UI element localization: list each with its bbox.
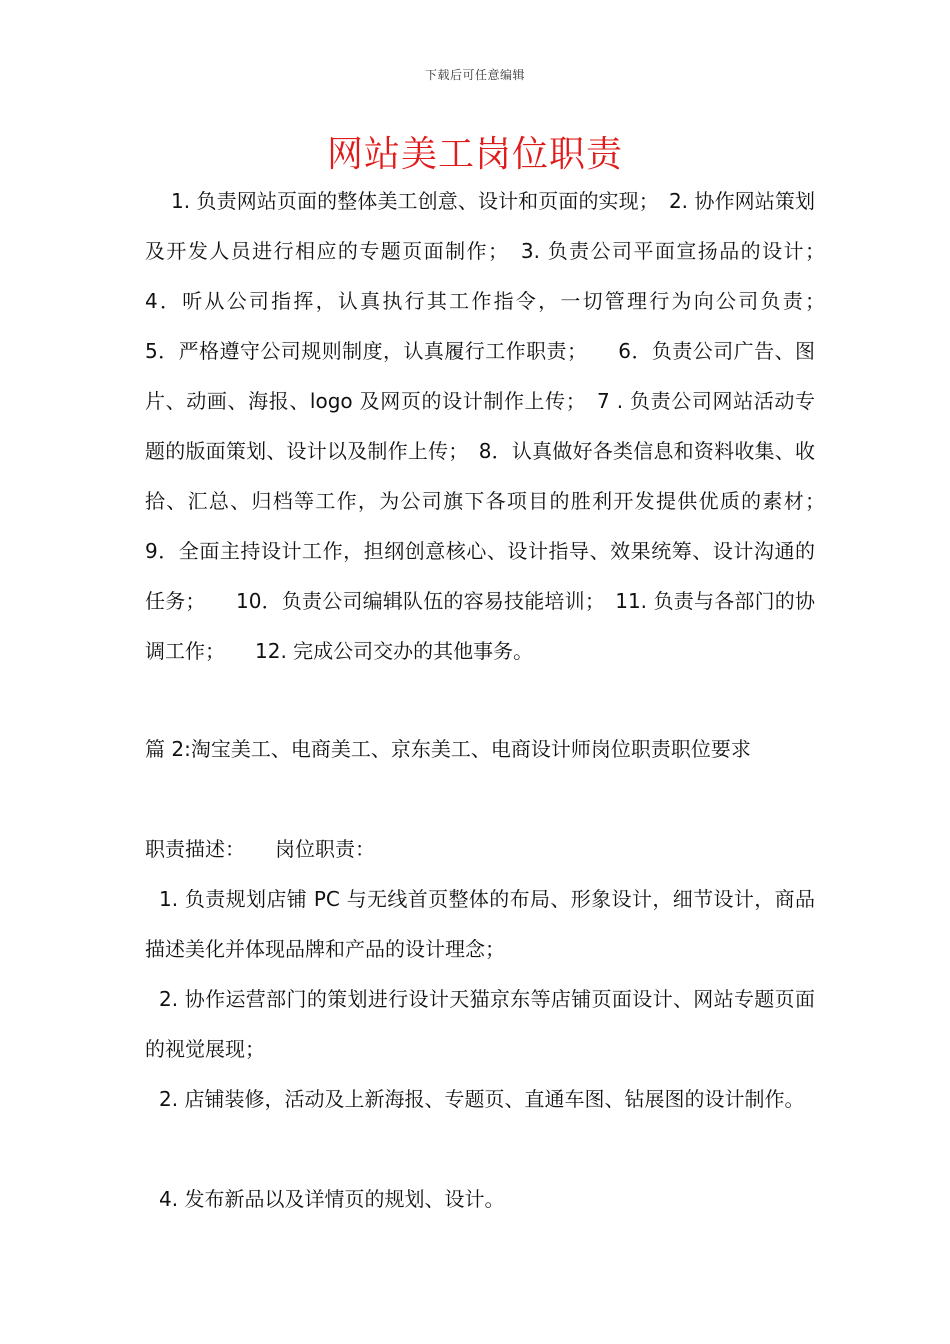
list-item: 2. 店铺装修，活动及上新海报、专题页、直通车图、钻展图的设计制作。 (159, 1087, 805, 1111)
list-item: 4. 发布新品以及详情页的规划、设计。 (159, 1187, 505, 1211)
document-title: 网站美工岗位职责 (326, 134, 623, 175)
subheading: 职责描述： 岗位职责： (145, 837, 375, 861)
list-item: 1. 负责规划店铺 PC 与无线首页整体的布局、形象设计，细节设计，商品描述美化并体现品牌和产品的设计理念； (145, 887, 815, 961)
section-heading: 篇 2:淘宝美工、电商美工、京东美工、电商设计师岗位职责职位要求 (145, 737, 751, 761)
list-item: 2. 协作运营部门的策划进行设计天猫京东等店铺页面设计、网站专题页面的视觉展现； (145, 987, 815, 1061)
responsibilities-paragraph: 1. 负责网站页面的整体美工创意、设计和页面的实现； 2. 协作网站策划及开发人员进行相应的专题页面制作； 3. 负责公司平面宣扬品的设计； 4．听从公司指挥，认真执行其工作指令，一切管理行为向公司负责； 5．严格遵守公司规则制度，认真履行工作职责； 6．负责公司广告、图片、动画、海报、logo 及网页的设计制作上传； 7 . 负责公司网站活动专题的版面策划、设计以及制作上传； 8．认真做好各类信息和资料收集、收拾、汇总、归档等工作，为公司旗下各项目的胜利开发提供优质的素材； 9．全面主持设计工作，担纲创意核心、设计指导、效果统筹、设计沟通的任务； 10．负责公司编辑队伍的容易技能培训； 11. 负责与各部门的协调工作； 12. 完成公司交办的其他事务。 (145, 189, 855, 663)
page-header-note: 下载后可任意编辑 (424, 68, 525, 82)
